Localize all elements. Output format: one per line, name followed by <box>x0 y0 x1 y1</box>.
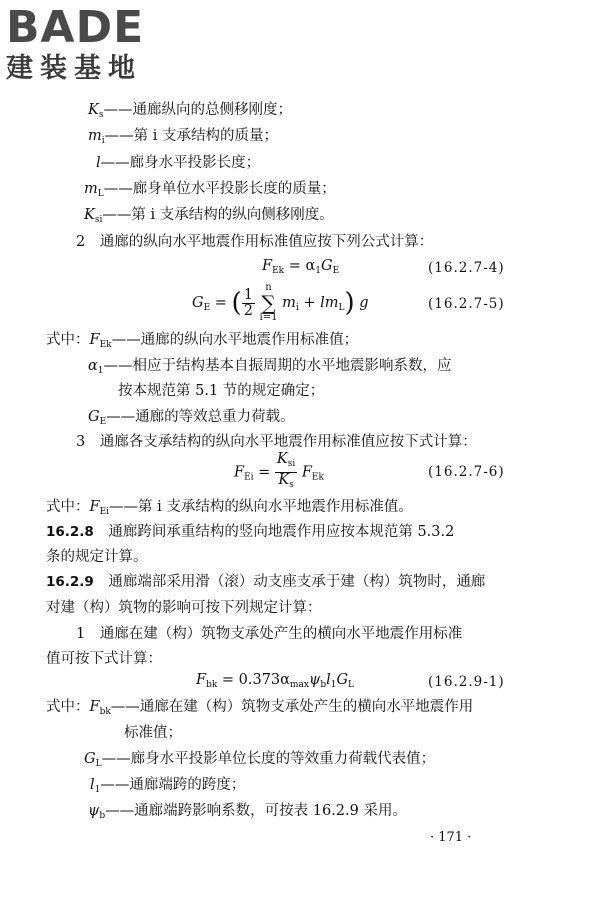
section-16-2-8: 16.2.8 通廊跨间承重结构的竖向地震作用应按本规范第 5.3.2 <box>46 524 455 540</box>
equation-16-2-7-4: $F_{Ek} = \alpha_1G_E$ <box>262 258 340 276</box>
equation-16-2-7-5: $G_E$ = ( $\frac{1}{2}$ n ∑ i=1 $m_i + lm_L$) g <box>192 282 369 323</box>
def-l: l——廊身水平投影长度； <box>96 155 261 171</box>
section-16-2-8-cont: 条的规定计算。 <box>46 549 148 565</box>
page-number: · 171 · <box>430 830 472 845</box>
equation-number: (16.2.9-1) <box>428 674 505 690</box>
where-fei: 式中：$F_{Ei}——$第 i 支承结构的纵向水平地震作用标准值。 <box>46 499 413 517</box>
section-16-2-9: 16.2.9 通廊端部采用滑（滚）动支座支承于建（构）筑物时，通廊 <box>46 574 486 590</box>
item-1: 1 通廊在建（构）筑物支承处产生的横向水平地震作用标准 <box>76 626 463 642</box>
where-alpha1-cont: 按本规范第 5.1 节的规定确定； <box>118 383 325 399</box>
where-fbk: 式中：$F_{bk}——$通廊在建（构）筑物支承处产生的横向水平地震作用 <box>46 699 474 717</box>
equation-number: (16.2.7-5) <box>428 296 505 312</box>
bade-logo <box>6 4 176 92</box>
def-ks: $K_s——$通廊纵向的总侧移刚度； <box>88 102 292 120</box>
equation-number: (16.2.7-4) <box>428 260 505 276</box>
def-mi: $m_i——$第 i 支承结构的质量； <box>88 128 278 146</box>
where-ge: $G_E——$通廊的等效总重力荷载。 <box>88 409 295 427</box>
where-l1: $l_1——$通廊端跨的跨度； <box>90 777 246 795</box>
logo-latin: BADE <box>6 2 145 53</box>
where-fek: 式中：$F_{Ek}——$通廊的纵向水平地震作用标准值； <box>46 332 359 350</box>
where-psib: $\psi_b——$通廊端跨影响系数，可按表 16.2.9 采用。 <box>88 803 407 821</box>
item-1-cont: 值可按下式计算： <box>46 651 162 667</box>
where-fbk-cont: 标准值； <box>124 725 182 741</box>
item-2: 2 通廊的纵向水平地震作用标准值应按下列公式计算： <box>76 234 434 250</box>
equation-16-2-7-6: $F_{Ei}$ = $\frac{K_{si}}{K_s}$ $F_{Ek}$ <box>234 451 324 490</box>
def-ksi: $K_{si}——$第 i 支承结构的纵向侧移刚度。 <box>84 207 334 225</box>
section-16-2-9-cont: 对建（构）筑物的影响可按下列规定计算： <box>46 600 322 616</box>
equation-number: (16.2.7-6) <box>428 464 505 480</box>
logo-chinese: 建装基地 <box>6 53 142 84</box>
where-gl: $G_L——$廊身水平投影单位长度的等效重力荷载代表值； <box>84 751 436 769</box>
item-3: 3 通廊各支承结构的纵向水平地震作用标准值应按下式计算： <box>76 434 477 450</box>
where-alpha1: $\alpha_1——$相应于结构基本自振周期的水平地震影响系数，应 <box>88 358 452 376</box>
equation-16-2-9-1: $F_{bk} = 0.373\alpha_{max}\psi_bl_1G_L$ <box>196 672 355 690</box>
def-ml: $m_L——$廊身单位水平投影长度的质量； <box>84 181 336 199</box>
